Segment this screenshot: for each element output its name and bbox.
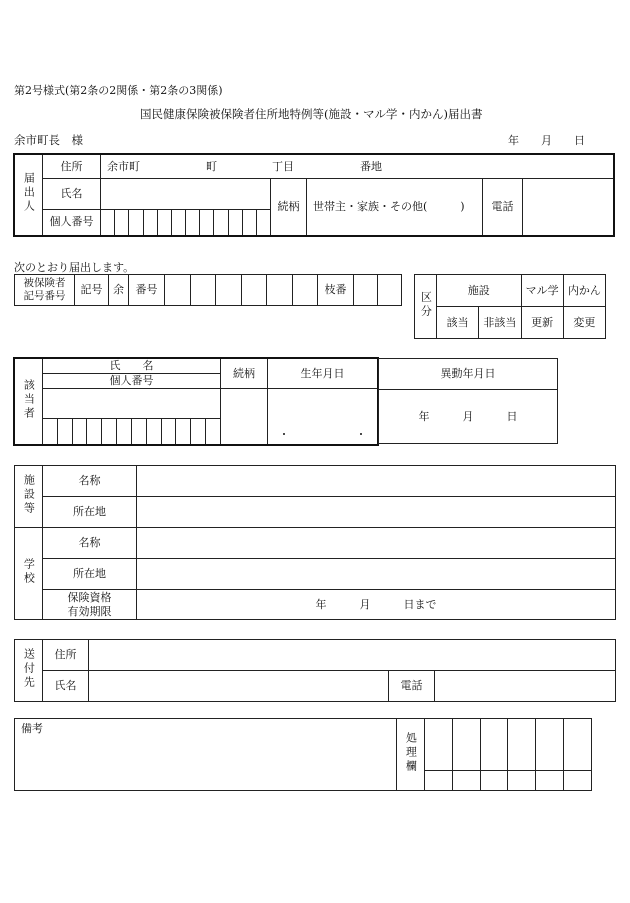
notifier-relation-label: 続柄 bbox=[271, 179, 307, 236]
facility-name-label: 名称 bbox=[43, 466, 137, 497]
processing-box bbox=[480, 771, 508, 791]
facility-name-field[interactable] bbox=[137, 466, 616, 497]
school-name-label: 名称 bbox=[43, 528, 137, 559]
school-section-label: 学校 bbox=[15, 528, 43, 620]
processing-box bbox=[425, 771, 453, 791]
sendto-address-field[interactable] bbox=[89, 640, 616, 671]
notifier-phone-field[interactable] bbox=[523, 179, 614, 236]
facility-school-table bbox=[14, 465, 616, 620]
kigo-label: 記号 bbox=[75, 275, 109, 306]
processing-box bbox=[452, 771, 480, 791]
change-date-table bbox=[378, 358, 558, 444]
number-digit-box[interactable] bbox=[165, 275, 191, 306]
notice-text: 次のとおり届出します。 bbox=[14, 261, 135, 274]
school-validity-field[interactable]: 年 月 日まで bbox=[137, 590, 616, 620]
form-number: 第2号様式(第2条の2関係・第2条の3関係) bbox=[14, 84, 223, 97]
insured-number-table bbox=[14, 274, 402, 306]
sendto-address-label: 住所 bbox=[43, 640, 89, 671]
category-option-facility[interactable]: 施設 bbox=[437, 275, 522, 307]
subject-relation-field[interactable] bbox=[221, 389, 268, 445]
subject-mynumber-boxes[interactable] bbox=[43, 419, 221, 445]
bango-label: 番号 bbox=[129, 275, 165, 306]
processing-box bbox=[564, 719, 592, 771]
school-validity-label: 保険資格 有効期限 bbox=[43, 590, 137, 620]
category-option-change[interactable]: 変更 bbox=[563, 307, 605, 339]
sendto-name-field[interactable] bbox=[89, 671, 389, 702]
subject-name-field[interactable] bbox=[43, 389, 221, 419]
change-date-label: 異動年月日 bbox=[379, 359, 558, 390]
notifier-phone-label: 電話 bbox=[483, 179, 523, 236]
subject-birth-field[interactable]: ・ ・ bbox=[268, 389, 378, 445]
category-option-naikan[interactable]: 内かん bbox=[563, 275, 605, 307]
submission-date: 年 月 日 bbox=[508, 134, 585, 147]
category-option-marugaku[interactable]: マル学 bbox=[521, 275, 563, 307]
subject-relation-label: 続柄 bbox=[221, 359, 268, 389]
notifier-mynumber-boxes[interactable] bbox=[101, 209, 271, 235]
notifier-name-field[interactable] bbox=[101, 179, 271, 209]
edaban-digit-box[interactable] bbox=[378, 275, 402, 306]
notifier-mynumber-label: 個人番号 bbox=[43, 209, 101, 235]
remarks-label: 備考 bbox=[21, 722, 43, 735]
notifier-relation-field[interactable]: 世帯主・家族・その他( ) bbox=[307, 179, 483, 236]
number-digit-box[interactable] bbox=[292, 275, 318, 306]
sendto-phone-label: 電話 bbox=[389, 671, 435, 702]
notifier-table bbox=[14, 154, 614, 236]
category-option-not-applicable[interactable]: 非該当 bbox=[479, 307, 521, 339]
sendto-section-label: 送付先 bbox=[15, 640, 43, 702]
facility-section-label: 施設等 bbox=[15, 466, 43, 528]
processing-box bbox=[452, 719, 480, 771]
school-location-field[interactable] bbox=[137, 559, 616, 590]
processing-box bbox=[536, 719, 564, 771]
school-location-label: 所在地 bbox=[43, 559, 137, 590]
processing-box bbox=[425, 719, 453, 771]
facility-location-label: 所在地 bbox=[43, 497, 137, 528]
sendto-phone-field[interactable] bbox=[435, 671, 616, 702]
remarks-table bbox=[14, 718, 592, 791]
subject-table bbox=[14, 358, 378, 445]
facility-location-field[interactable] bbox=[137, 497, 616, 528]
number-digit-box[interactable] bbox=[241, 275, 267, 306]
category-option-renewal[interactable]: 更新 bbox=[521, 307, 563, 339]
insured-label: 被保険者 記号番号 bbox=[15, 275, 75, 306]
school-name-field[interactable] bbox=[137, 528, 616, 559]
processing-box bbox=[508, 771, 536, 791]
processing-label: 処理欄 bbox=[397, 719, 425, 791]
notifier-section-label: 届出人 bbox=[15, 155, 43, 236]
number-digit-box[interactable] bbox=[267, 275, 293, 306]
remarks-field[interactable] bbox=[15, 719, 397, 791]
notifier-name-label: 氏名 bbox=[43, 179, 101, 209]
processing-box bbox=[480, 719, 508, 771]
form-title: 国民健康保険被保険者住所地特例等(施設・マル学・内かん)届出書 bbox=[140, 107, 483, 121]
sendto-table bbox=[14, 639, 616, 702]
processing-box bbox=[536, 771, 564, 791]
addressee: 余市町長 様 bbox=[14, 133, 83, 147]
subject-section-label: 該当者 bbox=[15, 359, 43, 445]
edaban-digit-box[interactable] bbox=[354, 275, 378, 306]
subject-name-label: 氏 名 bbox=[43, 359, 221, 374]
number-digit-box[interactable] bbox=[190, 275, 216, 306]
category-option-applicable[interactable]: 該当 bbox=[437, 307, 479, 339]
processing-box bbox=[508, 719, 536, 771]
notifier-address-label: 住所 bbox=[43, 155, 101, 179]
yo-label: 余 bbox=[109, 275, 129, 306]
sendto-name-label: 氏名 bbox=[43, 671, 89, 702]
edaban-label: 枝番 bbox=[318, 275, 354, 306]
notifier-address-field[interactable]: 余市町 町 丁目 番地 bbox=[101, 155, 614, 179]
change-date-field[interactable]: 年 月 日 bbox=[379, 390, 558, 444]
category-table bbox=[414, 274, 606, 339]
category-label: 区分 bbox=[415, 275, 437, 339]
processing-box bbox=[564, 771, 592, 791]
subject-birth-label: 生年月日 bbox=[268, 359, 378, 389]
number-digit-box[interactable] bbox=[216, 275, 242, 306]
subject-mynumber-label: 個人番号 bbox=[43, 374, 221, 389]
